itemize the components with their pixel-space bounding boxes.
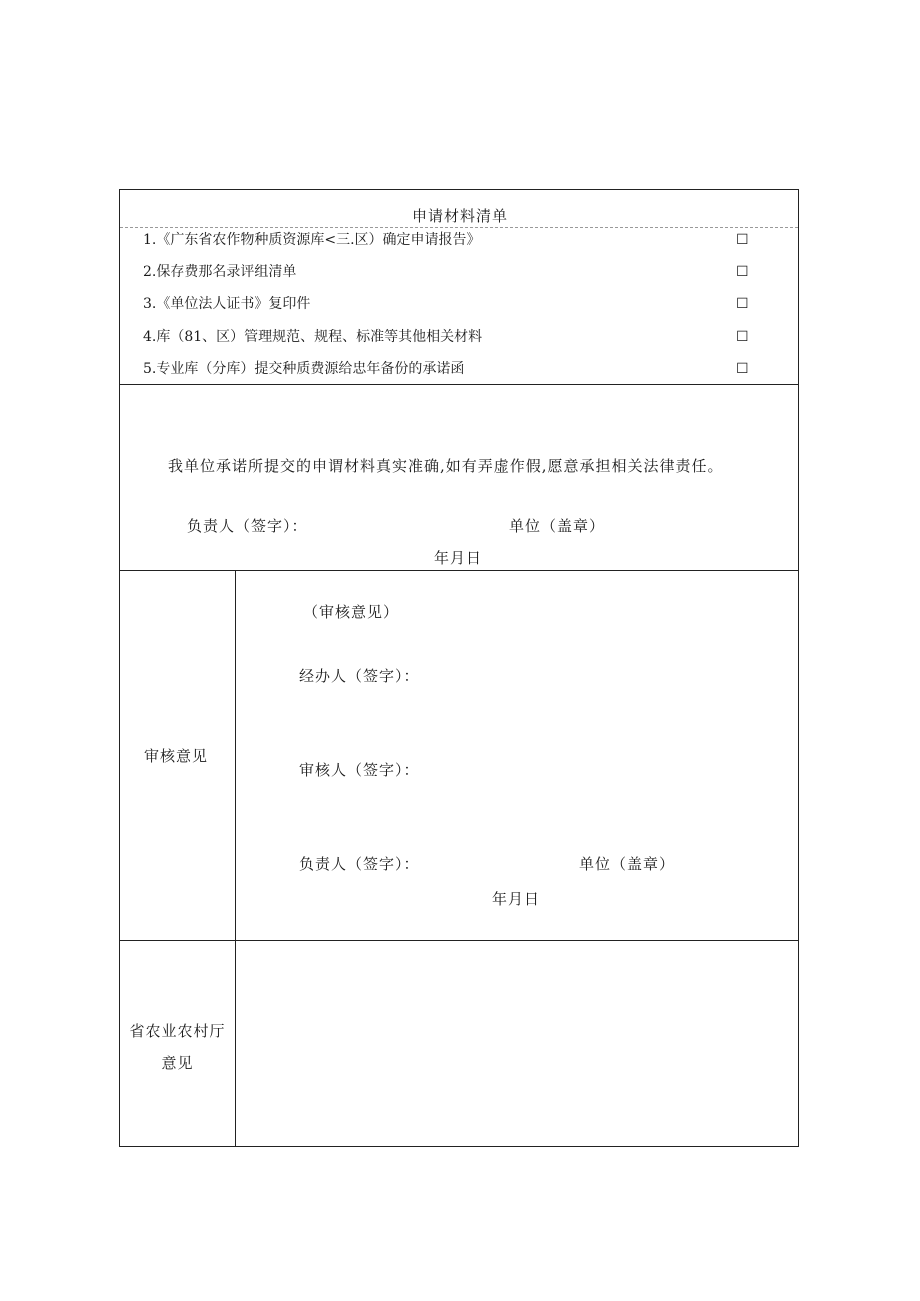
material-checkbox-5[interactable]: ☐ [736, 361, 749, 377]
commitment-statement: 我单位承诺所提交的申谓材料真实准确,如有弄虚作假,愿意承担相关法律责任。 [168, 457, 724, 475]
material-checkbox-4[interactable]: ☐ [736, 329, 749, 345]
review-handler-signature: 经办人（签字）： [299, 667, 420, 685]
review-opinion: （审核意见） [303, 603, 400, 621]
review-section-label: 审核意见 [144, 747, 209, 765]
material-checkbox-3[interactable]: ☐ [736, 296, 749, 312]
application-form-table [119, 189, 799, 1147]
section-divider-2 [120, 570, 798, 571]
material-checkbox-1[interactable]: ☐ [736, 232, 749, 248]
material-item-5: 5.专业库（分库）提交种质费源给忠年备份的承诺函 [143, 361, 465, 377]
material-checkbox-2[interactable]: ☐ [736, 264, 749, 280]
material-item-2: 2.保存费那名录评组清单 [143, 264, 297, 280]
material-item-4: 4.库（81、区）管理规范、规程、标准等其他相关材料 [143, 329, 483, 345]
review-reviewer-signature: 审核人（签字）： [299, 761, 420, 779]
review-date: 年月日 [492, 890, 541, 908]
commitment-unit-seal: 单位（盖章） [509, 517, 606, 535]
commitment-date: 年月日 [434, 549, 483, 567]
section-divider-1 [120, 384, 798, 385]
material-item-3: 3.《单位法人证书》复印件 [143, 296, 311, 312]
department-label-line2: 意见 [161, 1054, 194, 1072]
title-divider [120, 227, 798, 228]
review-responsible-signature: 负责人（签字）： [299, 855, 420, 873]
department-opinion-area[interactable] [236, 941, 798, 1146]
material-item-1: 1.《广东省农作物种质资源库<三.区）确定申请报告》 [143, 232, 481, 248]
department-label-line1: 省农业农村厅 [129, 1022, 226, 1040]
commitment-responsible-signature: 负责人（签字）： [187, 517, 308, 535]
review-unit-seal: 单位（盖章） [579, 855, 676, 873]
materials-title: 申请材料清单 [411, 207, 508, 225]
